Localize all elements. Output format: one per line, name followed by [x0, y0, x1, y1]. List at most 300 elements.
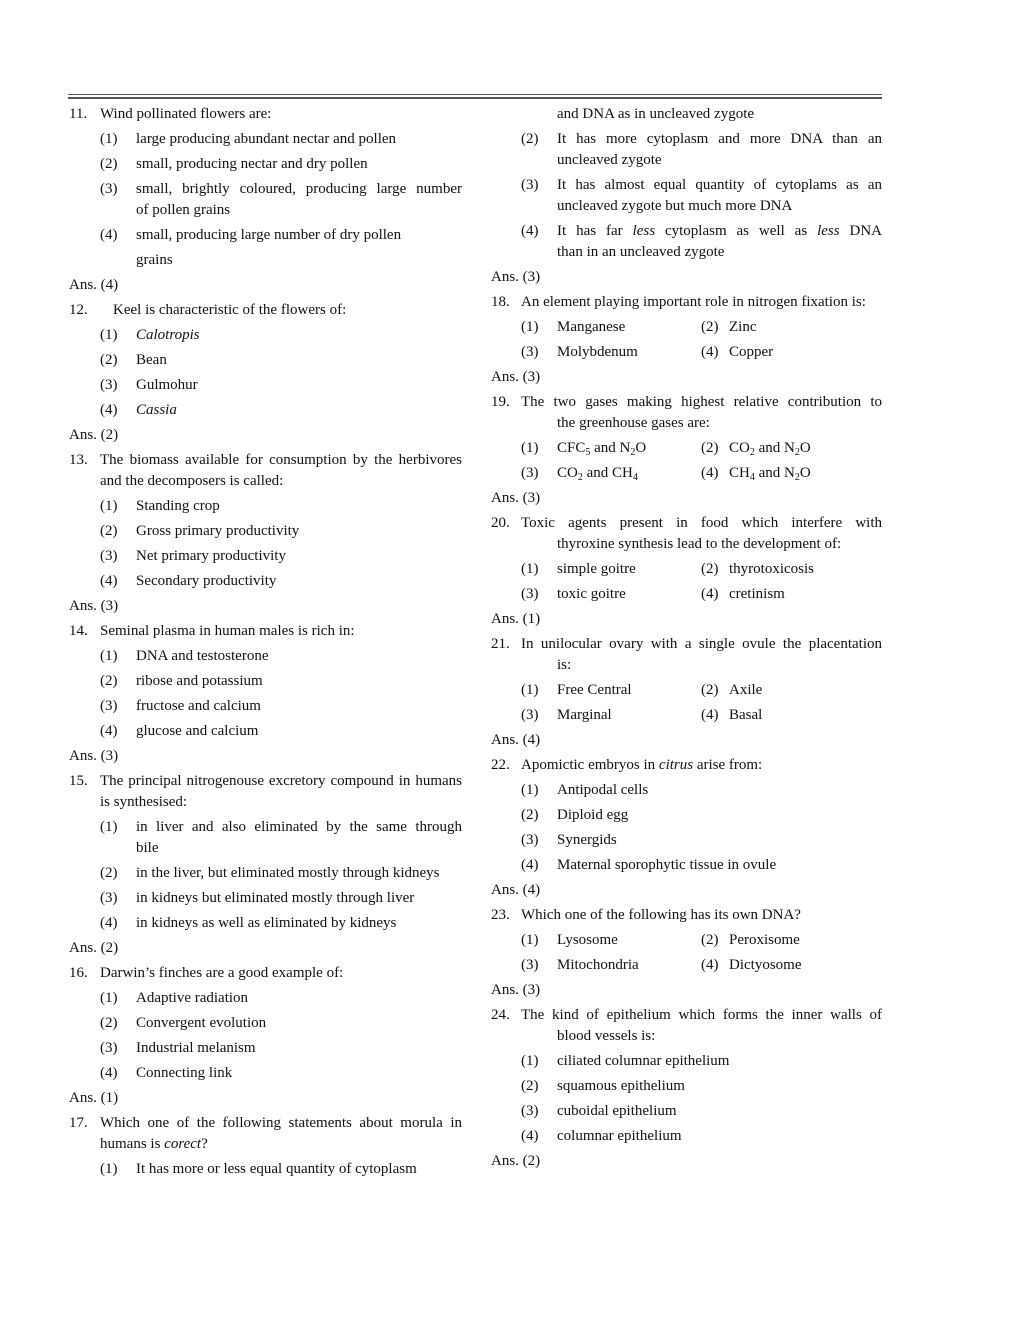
text-segment: ribose and potassium	[136, 673, 263, 689]
text-segment: Copper	[729, 344, 774, 360]
line-text	[729, 584, 785, 605]
option-pair	[491, 705, 882, 726]
text-segment: It has more or less equal quantity of cytoplasm	[136, 1161, 417, 1177]
line-text	[557, 584, 626, 605]
option-number: (1)	[521, 782, 539, 798]
line-text	[557, 930, 618, 951]
option	[69, 350, 462, 371]
line-text	[136, 1013, 462, 1034]
continuation-line	[69, 838, 462, 859]
text-segment: Molybdenum	[557, 344, 638, 360]
answer	[69, 746, 462, 767]
text-segment: Secondary productivity	[136, 573, 277, 589]
line-text	[136, 350, 462, 371]
option-number: (2)	[521, 131, 539, 147]
line-text	[136, 571, 462, 592]
text-segment: fructose and calcium	[136, 698, 261, 714]
text-segment: in kidneys but eliminated mostly through liver	[136, 890, 415, 906]
option	[69, 888, 462, 909]
answer	[69, 275, 462, 296]
text-segment: than in an uncleaved zygote	[557, 244, 725, 260]
text-segment: Darwin’s finches are a good example of:	[100, 965, 344, 981]
option	[491, 1126, 882, 1147]
question	[491, 755, 882, 776]
option-pair	[491, 438, 882, 459]
text-segment: Convergent evolution	[136, 1015, 267, 1031]
option-number: (1)	[521, 440, 539, 456]
line-text	[729, 705, 762, 726]
line-text	[557, 955, 639, 976]
text-segment: Industrial melanism	[136, 1040, 256, 1056]
question-continuation	[491, 413, 882, 434]
line-text	[557, 129, 882, 150]
line-text	[729, 438, 811, 459]
line-text	[136, 496, 462, 517]
option-pair	[491, 955, 882, 976]
right-column	[491, 104, 882, 1172]
option-number: (3)	[521, 832, 539, 848]
option-number: (1)	[100, 131, 118, 147]
question	[69, 963, 462, 984]
option-number: (4)	[100, 723, 118, 739]
question-continuation	[491, 655, 882, 676]
line-text	[100, 963, 462, 984]
option-number: (2)	[521, 1078, 539, 1094]
answer-label: Ans. (2)	[491, 1153, 541, 1169]
line-text	[557, 855, 882, 876]
line-text	[521, 392, 882, 413]
answer-label: Ans. (4)	[69, 277, 119, 293]
line-text	[136, 696, 462, 717]
answer-label: Ans. (2)	[69, 940, 119, 956]
option	[491, 221, 882, 242]
text-segment: DNA	[839, 223, 882, 239]
question-number: 18.	[491, 294, 510, 310]
option-number: (1)	[100, 648, 118, 664]
text-segment: Apomictic embryos in	[521, 757, 659, 773]
question-number: 11.	[69, 106, 88, 122]
continuation-line	[491, 196, 882, 217]
answer	[491, 980, 882, 1001]
option-number: (4)	[701, 344, 719, 360]
line-text	[557, 150, 882, 171]
answer-label: Ans. (3)	[491, 269, 541, 285]
text-segment: thyrotoxicosis	[729, 561, 814, 577]
option-number: (2)	[100, 673, 118, 689]
text-segment: Adaptive radiation	[136, 990, 249, 1006]
question	[491, 292, 882, 313]
text-segment: and N	[590, 440, 631, 456]
text-segment: Seminal plasma in human males is rich in:	[100, 623, 355, 639]
line-text	[557, 559, 636, 580]
answer	[491, 1151, 882, 1172]
question	[491, 634, 882, 655]
line-text	[557, 534, 882, 555]
text-segment: Mitochondria	[557, 957, 639, 973]
text-segment: glucose and calcium	[136, 723, 259, 739]
text-segment: and N	[754, 440, 795, 456]
line-text	[729, 955, 802, 976]
text-segment: Maternal sporophytic tissue in ovule	[557, 857, 777, 873]
line-text	[557, 1126, 882, 1147]
option-number: (2)	[100, 352, 118, 368]
subscript: 4	[749, 472, 755, 483]
line-text	[136, 646, 462, 667]
option-number: (4)	[521, 857, 539, 873]
line-text	[557, 805, 882, 826]
text-segment: uncleaved zygote	[557, 152, 662, 168]
option-number: (3)	[521, 465, 539, 481]
line-text	[113, 300, 462, 321]
line-text	[136, 1038, 462, 1059]
answer-label: Ans. (1)	[491, 611, 541, 627]
text-segment: and CH	[582, 465, 633, 481]
line-text	[729, 317, 757, 338]
answer-label: Ans. (3)	[491, 982, 541, 998]
continuation-line	[69, 200, 462, 221]
text-segment: O	[635, 440, 647, 456]
answer-label: Ans. (3)	[69, 748, 119, 764]
option-pair	[491, 930, 882, 951]
subscript: 2	[630, 447, 636, 458]
text-segment: CO	[557, 465, 578, 481]
left-column	[69, 104, 462, 1180]
line-text	[557, 1026, 882, 1047]
text-segment: It has far	[557, 223, 633, 239]
question-continuation	[491, 534, 882, 555]
line-text	[136, 325, 462, 346]
option	[491, 129, 882, 150]
text-segment: squamous epithelium	[557, 1078, 685, 1094]
question	[69, 1113, 462, 1134]
question	[69, 450, 462, 471]
option-number: (1)	[521, 319, 539, 335]
text-segment: An element playing important role in nitrogen fixation is:	[521, 294, 866, 310]
option	[69, 1013, 462, 1034]
line-text	[136, 375, 462, 396]
text-segment: Connecting link	[136, 1065, 233, 1081]
line-text	[729, 559, 814, 580]
option-pair	[491, 317, 882, 338]
line-text	[100, 471, 462, 492]
text-segment: CFC	[557, 440, 586, 456]
continuation-line	[491, 104, 882, 125]
text-segment: large producing abundant nectar and pollen	[136, 131, 397, 147]
line-text	[557, 221, 882, 242]
option-number: (1)	[100, 819, 118, 835]
text-segment: small, producing large number of dry pollen	[136, 227, 402, 243]
line-text	[557, 463, 638, 484]
option-number: (3)	[100, 698, 118, 714]
option	[69, 375, 462, 396]
line-text	[136, 838, 462, 859]
option-number: (3)	[521, 344, 539, 360]
text-segment: and the decomposers is called:	[100, 473, 284, 489]
option-number: (2)	[100, 865, 118, 881]
text-segment: the greenhouse gases are:	[557, 415, 710, 431]
text-segment: Basal	[729, 707, 763, 723]
line-text	[136, 546, 462, 567]
option-number: (4)	[521, 1128, 539, 1144]
question	[69, 300, 462, 321]
line-text	[100, 1134, 462, 1155]
text-segment: Gross primary productivity	[136, 523, 300, 539]
text-segment: and N	[754, 465, 795, 481]
answer-label: Ans. (4)	[491, 732, 541, 748]
answer	[69, 938, 462, 959]
option-number: (3)	[100, 377, 118, 393]
line-text	[136, 913, 462, 934]
answer-label: Ans. (3)	[491, 490, 541, 506]
text-segment: is synthesised:	[100, 794, 188, 810]
text-segment: Antipodal cells	[557, 782, 649, 798]
text-segment: The kind of epithelium which forms the inner walls of	[521, 1007, 882, 1023]
answer	[491, 609, 882, 630]
question-number: 21.	[491, 636, 510, 652]
text-segment: The biomass available for consumption by the herbivores	[100, 452, 462, 468]
option	[491, 1101, 882, 1122]
continuation-line	[69, 250, 462, 271]
answer	[491, 367, 882, 388]
line-text	[136, 888, 462, 909]
option-number: (3)	[100, 1040, 118, 1056]
line-text	[136, 200, 462, 221]
italic-text: Calotropis	[136, 327, 200, 343]
option	[69, 696, 462, 717]
text-segment: columnar epithelium	[557, 1128, 682, 1144]
answer	[69, 1088, 462, 1109]
text-segment: In unilocular ovary with a single ovule the placentation	[521, 636, 882, 652]
text-segment: of pollen grains	[136, 202, 231, 218]
option-pair	[491, 342, 882, 363]
line-text	[557, 175, 882, 196]
text-segment: Toxic agents present in food which interfere with	[521, 515, 882, 531]
line-text	[136, 521, 462, 542]
line-text	[557, 413, 882, 434]
question-continuation	[69, 792, 462, 813]
question	[69, 104, 462, 125]
line-text	[729, 930, 800, 951]
line-text	[557, 655, 882, 676]
line-text	[136, 129, 462, 150]
line-text	[136, 721, 462, 742]
line-text	[136, 817, 462, 838]
option-number: (2)	[701, 561, 719, 577]
text-segment: small, producing nectar and dry pollen	[136, 156, 368, 172]
line-text	[100, 450, 462, 471]
line-text	[100, 771, 462, 792]
text-segment: cytoplasm as well as	[655, 223, 818, 239]
subscript: 2	[794, 472, 800, 483]
text-segment: Diploid egg	[557, 807, 629, 823]
question-number: 14.	[69, 623, 88, 639]
text-segment: ciliated columnar epithelium	[557, 1053, 730, 1069]
option-number: (2)	[701, 440, 719, 456]
text-segment: thyroxine synthesis lead to the development of:	[557, 536, 842, 552]
line-text	[521, 292, 882, 313]
option-number: (4)	[701, 586, 719, 602]
option	[69, 225, 462, 246]
option	[69, 817, 462, 838]
line-text	[729, 342, 773, 363]
text-segment: The principal nitrogenouse excretory compound in humans	[100, 773, 462, 789]
line-text	[521, 634, 882, 655]
question-continuation	[491, 1026, 882, 1047]
line-text	[100, 792, 462, 813]
text-segment: It has almost equal quantity of cytoplams as an	[557, 177, 882, 193]
option	[69, 546, 462, 567]
text-segment: Axile	[729, 682, 763, 698]
line-text	[136, 250, 462, 271]
text-segment: Manganese	[557, 319, 626, 335]
text-segment: Lysosome	[557, 932, 618, 948]
option-number: (3)	[100, 181, 118, 197]
option-number: (2)	[100, 156, 118, 172]
option-number: (1)	[100, 498, 118, 514]
question	[491, 905, 882, 926]
option	[491, 805, 882, 826]
italic-text: citrus	[658, 757, 694, 773]
header-rule-top	[68, 94, 882, 95]
subscript: 2	[794, 447, 800, 458]
option-number: (2)	[701, 682, 719, 698]
text-segment: Free Central	[557, 682, 632, 698]
option-number: (4)	[701, 957, 719, 973]
option-number: (3)	[100, 548, 118, 564]
option-number: (2)	[701, 319, 719, 335]
option	[69, 863, 462, 884]
option	[69, 400, 462, 421]
line-text	[136, 400, 462, 421]
option	[69, 1159, 462, 1180]
line-text	[100, 1113, 462, 1134]
text-segment: Zinc	[729, 319, 757, 335]
line-text	[557, 317, 625, 338]
question	[491, 1005, 882, 1026]
text-segment: grains	[136, 252, 173, 268]
line-text	[136, 225, 462, 246]
text-segment: Wind pollinated flowers are:	[100, 106, 272, 122]
option-number: (4)	[100, 227, 118, 243]
option-number: (2)	[100, 1015, 118, 1031]
line-text	[521, 905, 882, 926]
option	[491, 175, 882, 196]
option-number: (2)	[521, 807, 539, 823]
line-text	[557, 705, 612, 726]
option-number: (4)	[100, 1065, 118, 1081]
text-segment: and DNA as in uncleaved zygote	[557, 106, 755, 122]
text-segment: O	[799, 465, 811, 481]
text-segment: Net primary productivity	[136, 548, 286, 564]
text-segment: Which one of the following statements about morula in	[100, 1115, 462, 1131]
option-number: (3)	[521, 1103, 539, 1119]
subscript: 2	[749, 447, 755, 458]
option	[491, 830, 882, 851]
question	[69, 771, 462, 792]
line-text	[557, 830, 882, 851]
text-segment: Synergids	[557, 832, 617, 848]
answer-label: Ans. (3)	[491, 369, 541, 385]
subscript: 5	[585, 447, 591, 458]
question-number: 13.	[69, 452, 88, 468]
line-text	[557, 242, 882, 263]
option-number: (4)	[100, 573, 118, 589]
text-segment: Keel is characteristic of the flowers of:	[113, 302, 347, 318]
option-number: (1)	[521, 1053, 539, 1069]
text-segment: Gulmohur	[136, 377, 198, 393]
line-text	[557, 104, 882, 125]
text-segment: DNA and testosterone	[136, 648, 269, 664]
text-segment: Bean	[136, 352, 167, 368]
option	[69, 129, 462, 150]
line-text	[136, 154, 462, 175]
question-number: 24.	[491, 1007, 510, 1023]
line-text	[100, 104, 462, 125]
line-text	[136, 1159, 462, 1180]
subscript: 4	[632, 472, 638, 483]
question-number: 17.	[69, 1115, 88, 1131]
answer-label: Ans. (1)	[69, 1090, 119, 1106]
answer	[491, 730, 882, 751]
italic-text: corect	[164, 1136, 202, 1152]
text-segment: uncleaved zygote but much more DNA	[557, 198, 793, 214]
question	[491, 392, 882, 413]
text-segment: Standing crop	[136, 498, 220, 514]
option-number: (3)	[521, 957, 539, 973]
line-text	[557, 780, 882, 801]
option	[491, 1051, 882, 1072]
text-segment: cuboidal epithelium	[557, 1103, 677, 1119]
answer	[491, 880, 882, 901]
answer	[69, 425, 462, 446]
text-segment: CH	[729, 465, 750, 481]
option	[491, 780, 882, 801]
text-segment: The two gases making highest relative contribution to	[521, 394, 882, 410]
text-segment: Which one of the following has its own DNA?	[521, 907, 801, 923]
question-number: 23.	[491, 907, 510, 923]
line-text	[557, 342, 638, 363]
answer	[69, 596, 462, 617]
text-segment: Dictyosome	[729, 957, 802, 973]
option-number: (1)	[521, 682, 539, 698]
option-number: (1)	[100, 327, 118, 343]
line-text	[557, 680, 632, 701]
option-number: (3)	[521, 586, 539, 602]
option-number: (4)	[701, 465, 719, 481]
option-number: (3)	[521, 177, 539, 193]
answer	[491, 488, 882, 509]
continuation-line	[491, 150, 882, 171]
option	[69, 496, 462, 517]
text-segment: humans is	[100, 1136, 165, 1152]
option	[69, 325, 462, 346]
text-segment: in kidneys as well as eliminated by kidneys	[136, 915, 397, 931]
option	[69, 646, 462, 667]
option-number: (2)	[100, 523, 118, 539]
answer	[491, 267, 882, 288]
option-pair	[491, 463, 882, 484]
line-text	[100, 621, 462, 642]
line-text	[729, 680, 762, 701]
line-text	[136, 988, 462, 1009]
text-segment: ?	[201, 1136, 208, 1152]
question-number: 16.	[69, 965, 88, 981]
text-segment: It has more cytoplasm and more DNA than an	[557, 131, 882, 147]
text-segment: O	[799, 440, 811, 456]
text-segment: CO	[729, 440, 750, 456]
option	[69, 179, 462, 200]
option-number: (1)	[100, 990, 118, 1006]
